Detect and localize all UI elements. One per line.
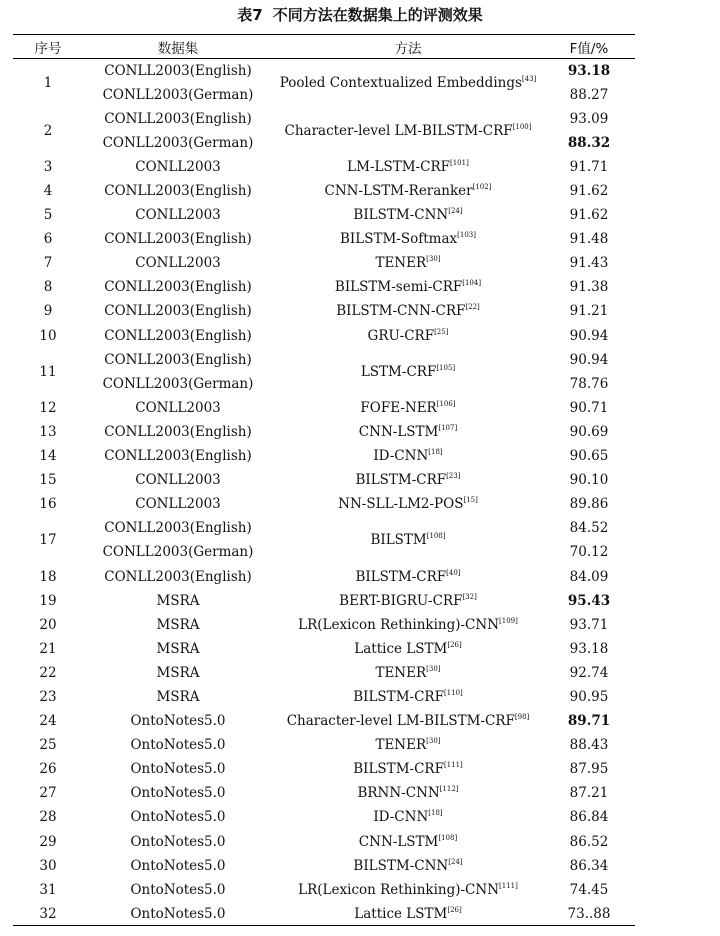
- citation-ref: [15]: [463, 496, 478, 505]
- dataset-cell: OntoNotes5.0: [83, 902, 273, 926]
- dataset-cell: CONLL2003(English): [104, 423, 252, 440]
- f1-score-cell: 73..88: [543, 902, 635, 926]
- row-number: 7: [43, 255, 53, 272]
- method-cell: [273, 733, 543, 757]
- f1-score-cell: 91.62: [569, 183, 609, 200]
- dataset-cell: CONLL2003(German): [102, 86, 254, 103]
- dataset-cell: MSRA: [156, 616, 200, 633]
- method-cell: [273, 251, 543, 275]
- method-name: BILSTM-CNN: [353, 207, 449, 224]
- table-row: [13, 468, 635, 492]
- f1-score-cell: 90.71: [569, 399, 609, 416]
- f1-score-cell: 87.95: [569, 761, 609, 778]
- method-cell: [273, 107, 543, 155]
- table-body: [13, 59, 635, 926]
- method-name: BILSTM-CNN-CRF: [336, 303, 466, 320]
- dataset-cell: OntoNotes5.0: [130, 833, 226, 850]
- method-name: ID-CNN: [373, 809, 429, 826]
- citation-ref: [107]: [438, 423, 458, 432]
- method-name: CNN-LSTM: [358, 833, 439, 850]
- method-name: BILSTM: [370, 532, 427, 549]
- method-cell: [273, 613, 543, 637]
- method-cell: [273, 59, 543, 107]
- method-cell: [273, 420, 543, 444]
- table-row: [13, 444, 635, 468]
- method-name: BRNN-CNN: [357, 785, 440, 802]
- table-row: [13, 59, 635, 83]
- dataset-cell: CONLL2003(English): [104, 303, 252, 320]
- dataset-cell: CONLL2003: [135, 472, 221, 489]
- citation-ref: [24]: [448, 207, 463, 216]
- row-number: 10: [39, 327, 57, 344]
- dataset-cell: CONLL2003(English): [104, 231, 252, 248]
- table-row: [13, 275, 635, 299]
- dataset-cell: MSRA: [156, 664, 200, 681]
- table-row: [13, 637, 635, 661]
- table-row: [13, 492, 635, 516]
- dataset-cell: CONLL2003(English): [104, 568, 252, 585]
- row-number: 22: [39, 664, 57, 681]
- citation-ref: [23]: [446, 472, 461, 481]
- method-cell: [273, 685, 543, 709]
- citation-ref: [26]: [447, 640, 462, 649]
- citation-ref: [30]: [426, 255, 441, 264]
- f1-score-cell: 86.34: [569, 857, 609, 874]
- header-method: 方法: [273, 35, 543, 59]
- dataset-cell: OntoNotes5.0: [130, 857, 226, 874]
- f1-score-cell: 84.52: [569, 520, 609, 537]
- citation-ref: [24]: [448, 857, 463, 866]
- table-row: [13, 396, 635, 420]
- citation-ref: [103]: [457, 231, 476, 240]
- citation-ref: [106]: [436, 399, 456, 408]
- dataset-cell: CONLL2003(German): [102, 134, 254, 151]
- method-cell: [273, 348, 543, 396]
- table-row: [13, 661, 635, 685]
- f1-score-cell: 88.43: [569, 737, 609, 754]
- f1-score-cell: 91.71: [569, 158, 609, 175]
- method-cell: [273, 227, 543, 251]
- dataset-cell: CONLL2003(English): [104, 279, 252, 296]
- table-row: [13, 709, 635, 733]
- citation-ref: [111]: [499, 881, 518, 890]
- citation-ref: [102]: [472, 183, 492, 192]
- row-number: 5: [43, 207, 53, 224]
- method-name: BERT-BIGRU-CRF: [339, 592, 463, 609]
- row-number: 29: [39, 833, 57, 850]
- method-name: BILSTM-semi-CRF: [334, 279, 463, 296]
- method-name: Character-level LM-BILSTM-CRF: [286, 713, 515, 730]
- row-number: 15: [39, 472, 57, 489]
- row-number: 27: [39, 785, 57, 802]
- row-number: 18: [39, 568, 57, 585]
- table-row: [13, 685, 635, 709]
- table-row: [13, 227, 635, 251]
- table-row: [13, 733, 635, 757]
- row-number: 20: [39, 616, 57, 633]
- f1-score-cell: 88.32: [567, 134, 611, 151]
- method-cell: [273, 637, 543, 661]
- f1-score-cell: 86.52: [569, 833, 609, 850]
- f1-score-cell: 89.86: [569, 496, 609, 513]
- f1-score-cell: 91.48: [569, 231, 609, 248]
- dataset-cell: CONLL2003(English): [104, 448, 252, 465]
- row-number: 12: [39, 399, 57, 416]
- table-caption: [0, 4, 720, 25]
- row-number: 9: [43, 303, 53, 320]
- method-cell: [273, 757, 543, 781]
- method-cell: [273, 444, 543, 468]
- dataset-cell: CONLL2003(English): [104, 351, 252, 368]
- method-name: TENER: [375, 255, 427, 272]
- dataset-cell: CONLL2003(English): [104, 520, 252, 537]
- method-cell: [273, 203, 543, 227]
- dataset-cell: OntoNotes5.0: [130, 737, 226, 754]
- citation-ref: [108]: [426, 532, 446, 541]
- row-number: 14: [39, 448, 57, 465]
- dataset-cell: CONLL2003: [135, 255, 221, 272]
- f1-score-cell: 90.69: [569, 423, 609, 440]
- row-number: 17: [39, 532, 57, 549]
- row-number: 8: [43, 279, 53, 296]
- f1-score-cell: 95.43: [567, 592, 611, 609]
- citation-ref: [109]: [499, 616, 518, 625]
- f1-score-cell: 90.65: [569, 448, 609, 465]
- row-number: 19: [39, 592, 57, 609]
- row-number: 16: [39, 496, 57, 513]
- table-row: [13, 299, 635, 323]
- f1-score-cell: 93.18: [567, 62, 611, 79]
- row-number: 11: [39, 363, 57, 380]
- dataset-cell: MSRA: [156, 688, 200, 705]
- row-number: 23: [39, 688, 57, 705]
- f1-score-cell: 74.45: [569, 881, 609, 898]
- table-row: [13, 902, 635, 926]
- f1-score-cell: 91.21: [569, 303, 609, 320]
- dataset-cell: OntoNotes5.0: [130, 713, 226, 730]
- table-row: [13, 613, 635, 637]
- table-caption-title: 不同方法在数据集上的评测效果: [272, 6, 483, 24]
- f1-score-cell: 90.94: [569, 351, 609, 368]
- dataset-cell: MSRA: [156, 640, 200, 657]
- dataset-cell: MSRA: [156, 592, 200, 609]
- row-number: 32: [13, 902, 83, 926]
- dataset-cell: OntoNotes5.0: [130, 881, 226, 898]
- method-name: CNN-LSTM: [358, 423, 439, 440]
- method-cell: [273, 878, 543, 902]
- method-name: Lattice LSTM: [354, 640, 448, 657]
- table-caption-label: 表7: [237, 6, 263, 24]
- header-f1: F值/%: [543, 35, 635, 59]
- f1-score-cell: 93.09: [569, 110, 609, 127]
- method-name: FOFE-NER: [360, 399, 437, 416]
- f1-score-cell: 88.27: [569, 86, 609, 103]
- row-number: 6: [43, 231, 53, 248]
- table-row: [13, 589, 635, 613]
- method-cell: [273, 661, 543, 685]
- row-number: 4: [43, 183, 53, 200]
- method-cell: [273, 275, 543, 299]
- table-row: [13, 805, 635, 829]
- dataset-cell: CONLL2003: [135, 207, 221, 224]
- method-name: NN-SLL-LM2-POS: [338, 496, 464, 513]
- dataset-cell: CONLL2003(German): [102, 375, 254, 392]
- f1-score-cell: 87.21: [569, 785, 609, 802]
- method-name: CNN-LSTM-Reranker: [324, 183, 473, 200]
- table-row: [13, 757, 635, 781]
- citation-ref: [30]: [426, 664, 441, 673]
- citation-ref: [101]: [449, 158, 469, 167]
- results-table: [13, 34, 635, 926]
- row-number: 3: [43, 158, 53, 175]
- row-number: 13: [39, 423, 57, 440]
- table-row: [13, 348, 635, 372]
- citation-ref: [112]: [439, 785, 459, 794]
- table-row: [13, 878, 635, 902]
- f1-score-cell: 93.18: [569, 640, 609, 657]
- method-name: TENER: [375, 737, 427, 754]
- table-row: [13, 324, 635, 348]
- f1-score-cell: 91.43: [569, 255, 609, 272]
- method-name: LR(Lexicon Rethinking)-CNN: [298, 881, 500, 898]
- f1-score-cell: 91.38: [569, 279, 609, 296]
- citation-ref: [32]: [462, 592, 477, 601]
- method-name: BILSTM-CNN: [353, 857, 449, 874]
- table-row: [13, 155, 635, 179]
- citation-ref: [25]: [434, 327, 449, 336]
- citation-ref: [105]: [436, 363, 456, 372]
- row-number: 1: [43, 74, 53, 91]
- row-number: 30: [39, 857, 57, 874]
- dataset-cell: CONLL2003: [135, 399, 221, 416]
- method-cell: [273, 179, 543, 203]
- citation-ref: [26]: [447, 905, 462, 914]
- table-row: [13, 830, 635, 854]
- f1-score-cell: 92.74: [569, 664, 609, 681]
- f1-score-cell: 93.71: [569, 616, 609, 633]
- f1-score-cell: 90.10: [569, 472, 609, 489]
- f1-score-cell: 70.12: [569, 544, 609, 561]
- row-number: 24: [39, 713, 57, 730]
- citation-ref: [30]: [426, 737, 441, 746]
- method-name: Character-level LM-BILSTM-CRF: [284, 122, 513, 139]
- dataset-cell: CONLL2003(English): [104, 183, 252, 200]
- method-cell: [273, 830, 543, 854]
- method-cell: [273, 155, 543, 179]
- dataset-cell: OntoNotes5.0: [130, 809, 226, 826]
- method-cell: [273, 854, 543, 878]
- method-name: GRU-CRF: [367, 327, 435, 344]
- dataset-cell: OntoNotes5.0: [130, 761, 226, 778]
- method-name: BILSTM-CRF: [355, 568, 447, 585]
- dataset-cell: CONLL2003(English): [104, 327, 252, 344]
- citation-ref: [98]: [514, 713, 530, 722]
- row-number: 31: [39, 881, 57, 898]
- table-row: [13, 203, 635, 227]
- table-header-row: [13, 35, 635, 59]
- method-cell: [273, 564, 543, 588]
- f1-score-cell: 91.62: [569, 207, 609, 224]
- method-name: Lattice LSTM: [354, 905, 448, 922]
- method-name: BILSTM-CRF: [353, 688, 444, 705]
- citation-ref: [104]: [462, 279, 482, 288]
- dataset-cell: OntoNotes5.0: [130, 785, 226, 802]
- method-cell: [273, 709, 543, 733]
- table-row: [13, 179, 635, 203]
- row-number: 28: [39, 809, 57, 826]
- citation-ref: [18]: [428, 448, 443, 457]
- f1-score-cell: 84.09: [569, 568, 609, 585]
- method-cell: [273, 805, 543, 829]
- method-cell: [273, 324, 543, 348]
- row-number: 25: [39, 737, 57, 754]
- f1-score-cell: 78.76: [569, 375, 609, 392]
- method-cell: [273, 396, 543, 420]
- table-row: [13, 420, 635, 444]
- method-name: BILSTM-CRF: [353, 761, 444, 778]
- citation-ref: [40]: [446, 568, 461, 577]
- table-row: [13, 251, 635, 275]
- method-cell: [273, 589, 543, 613]
- dataset-cell: CONLL2003: [135, 158, 221, 175]
- method-cell: [273, 902, 543, 926]
- citation-ref: [22]: [465, 303, 480, 312]
- citation-ref: [108]: [438, 833, 458, 842]
- f1-score-cell: 89.71: [567, 713, 611, 730]
- method-cell: [273, 492, 543, 516]
- method-cell: [273, 299, 543, 323]
- row-number: 2: [43, 122, 53, 139]
- table-row: [13, 781, 635, 805]
- method-name: BILSTM-Softmax: [340, 231, 458, 248]
- header-dataset: 数据集: [83, 35, 273, 59]
- method-name: TENER: [375, 664, 427, 681]
- f1-score-cell: 90.94: [569, 327, 609, 344]
- dataset-cell: CONLL2003(English): [104, 62, 252, 79]
- citation-ref: [111]: [443, 761, 463, 770]
- method-name: BILSTM-CRF: [355, 472, 447, 489]
- dataset-cell: CONLL2003: [135, 496, 221, 513]
- f1-score-cell: 86.84: [569, 809, 609, 826]
- row-number: 26: [39, 761, 57, 778]
- method-name: LM-LSTM-CRF: [347, 158, 450, 175]
- citation-ref: [110]: [443, 688, 463, 697]
- header-num: 序号: [13, 35, 83, 59]
- citation-ref: [100]: [512, 122, 532, 131]
- row-number: 21: [39, 640, 57, 657]
- method-name: Pooled Contextualized Embeddings: [279, 74, 522, 91]
- method-name: LR(Lexicon Rethinking)-CNN: [298, 616, 500, 633]
- method-cell: [273, 468, 543, 492]
- table-row: [13, 854, 635, 878]
- table-row: [13, 516, 635, 540]
- method-cell: [273, 781, 543, 805]
- table-row: [13, 564, 635, 588]
- method-name: ID-CNN: [373, 448, 429, 465]
- dataset-cell: CONLL2003(English): [104, 110, 252, 127]
- f1-score-cell: 90.95: [569, 688, 609, 705]
- dataset-cell: CONLL2003(German): [102, 544, 254, 561]
- citation-ref: [18]: [428, 809, 443, 818]
- method-name: LSTM-CRF: [360, 363, 437, 380]
- citation-ref: [43]: [521, 74, 537, 83]
- table-row: [13, 107, 635, 131]
- method-cell: [273, 516, 543, 564]
